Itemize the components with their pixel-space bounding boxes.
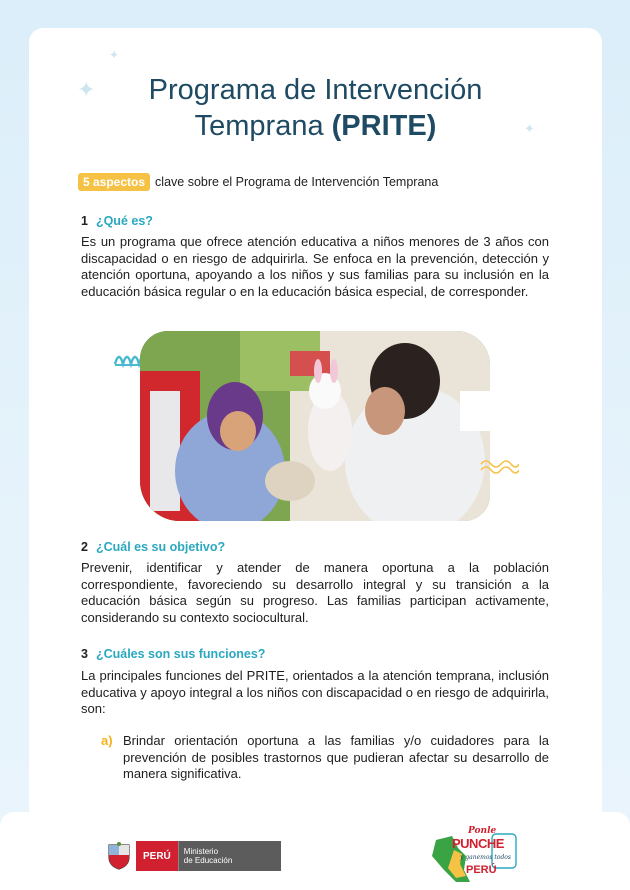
section-title: ¿Cuáles son sus funciones? — [95, 647, 266, 661]
ministry-line-2: de Educación — [183, 856, 233, 865]
intro-text: clave sobre el Programa de Intervención Temprana — [155, 175, 439, 189]
section-2-heading — [81, 540, 225, 554]
section-3-body: La principales funciones del PRITE, orientados a la atención temprana, inclusión educativa y apoyo integral a los niños con discapacidad o en riesgo de adquirirla, son: — [81, 668, 549, 716]
minedu-logo — [106, 841, 281, 871]
sparkle-icon: ✦ — [109, 48, 120, 62]
campaign-line-3: y ganemos todos — [460, 854, 511, 861]
aspects-badge: 5 aspectos — [78, 173, 150, 191]
sparkle-icon: ✦ — [524, 122, 535, 137]
list-item-text: Brindar orientación oportuna a las familias y/o cuidadores para la prevención de posibles trastornos que pudieran afectar su desarrollo de manera significativa. — [123, 733, 549, 781]
section-3-heading — [81, 647, 265, 661]
section-number: 3 — [81, 647, 88, 661]
section-number: 1 — [81, 214, 88, 228]
section-title: ¿Cuál es su objetivo? — [95, 540, 226, 554]
photo-illustration — [140, 331, 490, 521]
ponle-punche-logo — [426, 826, 526, 886]
section-title: ¿Qué es? — [95, 214, 153, 228]
ministry-line-1: Ministerio — [183, 847, 219, 856]
intro-line — [78, 173, 438, 191]
squiggle-decoration-icon — [479, 456, 519, 474]
peru-label: PERÚ — [136, 841, 178, 871]
section-1-body: Es un programa que ofrece atención educativa a niños menores de 3 años con discapacidad o en riesgo de adquirirla. Se enfoca en la prevención, detección y atención oportuna, apoyando a los niños y sus familias para su inclusión en la educación básica regular o en la educación básica especial, de corresponder. — [81, 234, 549, 299]
section-2-body: Prevenir, identificar y atender de manera oportuna a la población correspondiente, favoreciendo su desarrollo integral y su transición a la educación básica según su progreso. Las familias participan activamente, considerando su contexto sociocultural. — [81, 560, 549, 625]
coat-of-arms-icon — [106, 841, 132, 871]
title-line-1: Programa de Intervención — [148, 74, 483, 106]
section-number: 2 — [81, 540, 88, 554]
title-line-2: Temprana — [194, 110, 332, 142]
section-1-heading — [81, 214, 153, 228]
list-marker: a) — [101, 733, 113, 748]
document-card — [29, 28, 602, 828]
campaign-line-2: PUNCHE — [452, 836, 504, 851]
footer — [0, 812, 630, 890]
campaign-line-1: Ponle — [468, 826, 497, 836]
photo-child-therapy — [140, 331, 490, 521]
list-item — [101, 733, 549, 783]
sparkle-icon: ✦ — [77, 78, 96, 103]
page-title — [29, 72, 602, 144]
campaign-line-4: PERÚ — [466, 864, 497, 876]
ministry-label — [178, 841, 281, 871]
title-acronym: (PRITE) — [331, 110, 437, 142]
